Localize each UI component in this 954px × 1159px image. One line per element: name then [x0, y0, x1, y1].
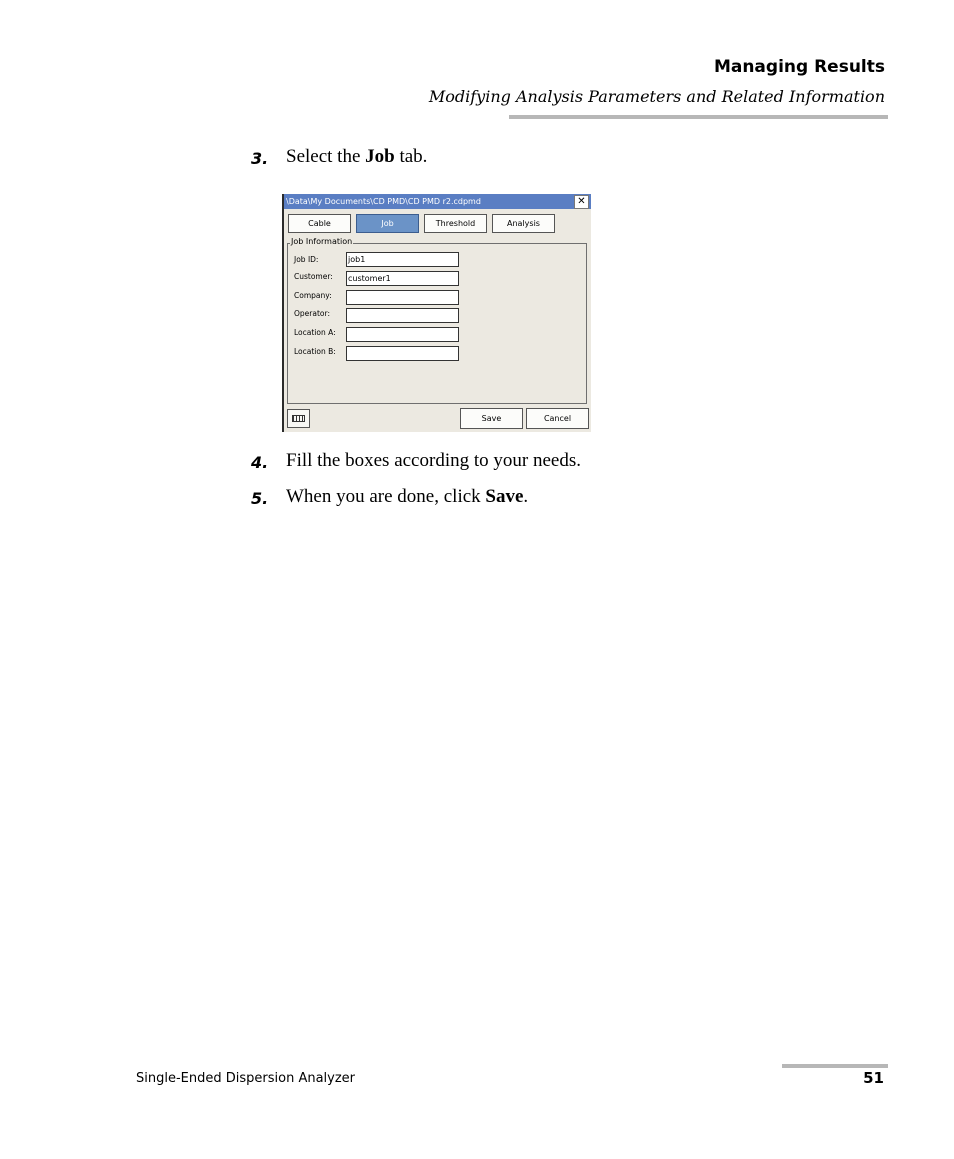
step-3-text: Select the Job tab.	[286, 146, 428, 167]
location-b-field[interactable]	[346, 346, 459, 361]
company-label: Company:	[294, 291, 332, 300]
tab-analysis[interactable]: Analysis	[492, 214, 555, 233]
dialog-title-bar	[284, 194, 591, 209]
chapter-title: Managing Results	[713, 57, 885, 77]
close-icon[interactable]: ✕	[574, 195, 589, 209]
operator-field[interactable]	[346, 308, 459, 323]
section-title: Modifying Analysis Parameters and Related Information	[428, 87, 885, 106]
keyboard-keys	[292, 415, 305, 422]
location-a-label: Location A:	[294, 328, 336, 337]
group-label: Job Information	[291, 237, 353, 246]
footer-rule	[782, 1064, 888, 1068]
job-information-group	[287, 243, 587, 404]
keyboard-icon[interactable]	[287, 409, 310, 428]
tab-job[interactable]: Job	[356, 214, 419, 233]
step-4-text: Fill the boxes according to your needs.	[286, 450, 581, 471]
cancel-button[interactable]: Cancel	[526, 408, 589, 429]
location-a-field[interactable]	[346, 327, 459, 342]
step-5-text: When you are done, click Save.	[286, 486, 529, 507]
save-button[interactable]: Save	[460, 408, 523, 429]
document-title: Single-Ended Dispersion Analyzer	[136, 1071, 356, 1086]
customer-label: Customer:	[294, 272, 333, 281]
company-field[interactable]	[346, 290, 459, 305]
tab-cable[interactable]: Cable	[288, 214, 351, 233]
dialog-title: \Data\My Documents\CD PMD\CD PMD r2.cdpmd	[286, 197, 481, 206]
customer-field[interactable]: customer1	[346, 271, 459, 286]
job-id-field[interactable]: job1	[346, 252, 459, 267]
operator-label: Operator:	[294, 309, 330, 318]
job-id-label: Job ID:	[294, 255, 319, 264]
page-number: 51	[863, 1069, 884, 1087]
tab-threshold[interactable]: Threshold	[424, 214, 487, 233]
step-number-4: 4.	[251, 453, 269, 472]
location-b-label: Location B:	[294, 347, 336, 356]
step-number-5: 5.	[251, 489, 269, 508]
step-number-3: 3.	[251, 149, 269, 168]
job-settings-dialog	[282, 194, 591, 432]
header-rule	[509, 115, 888, 119]
